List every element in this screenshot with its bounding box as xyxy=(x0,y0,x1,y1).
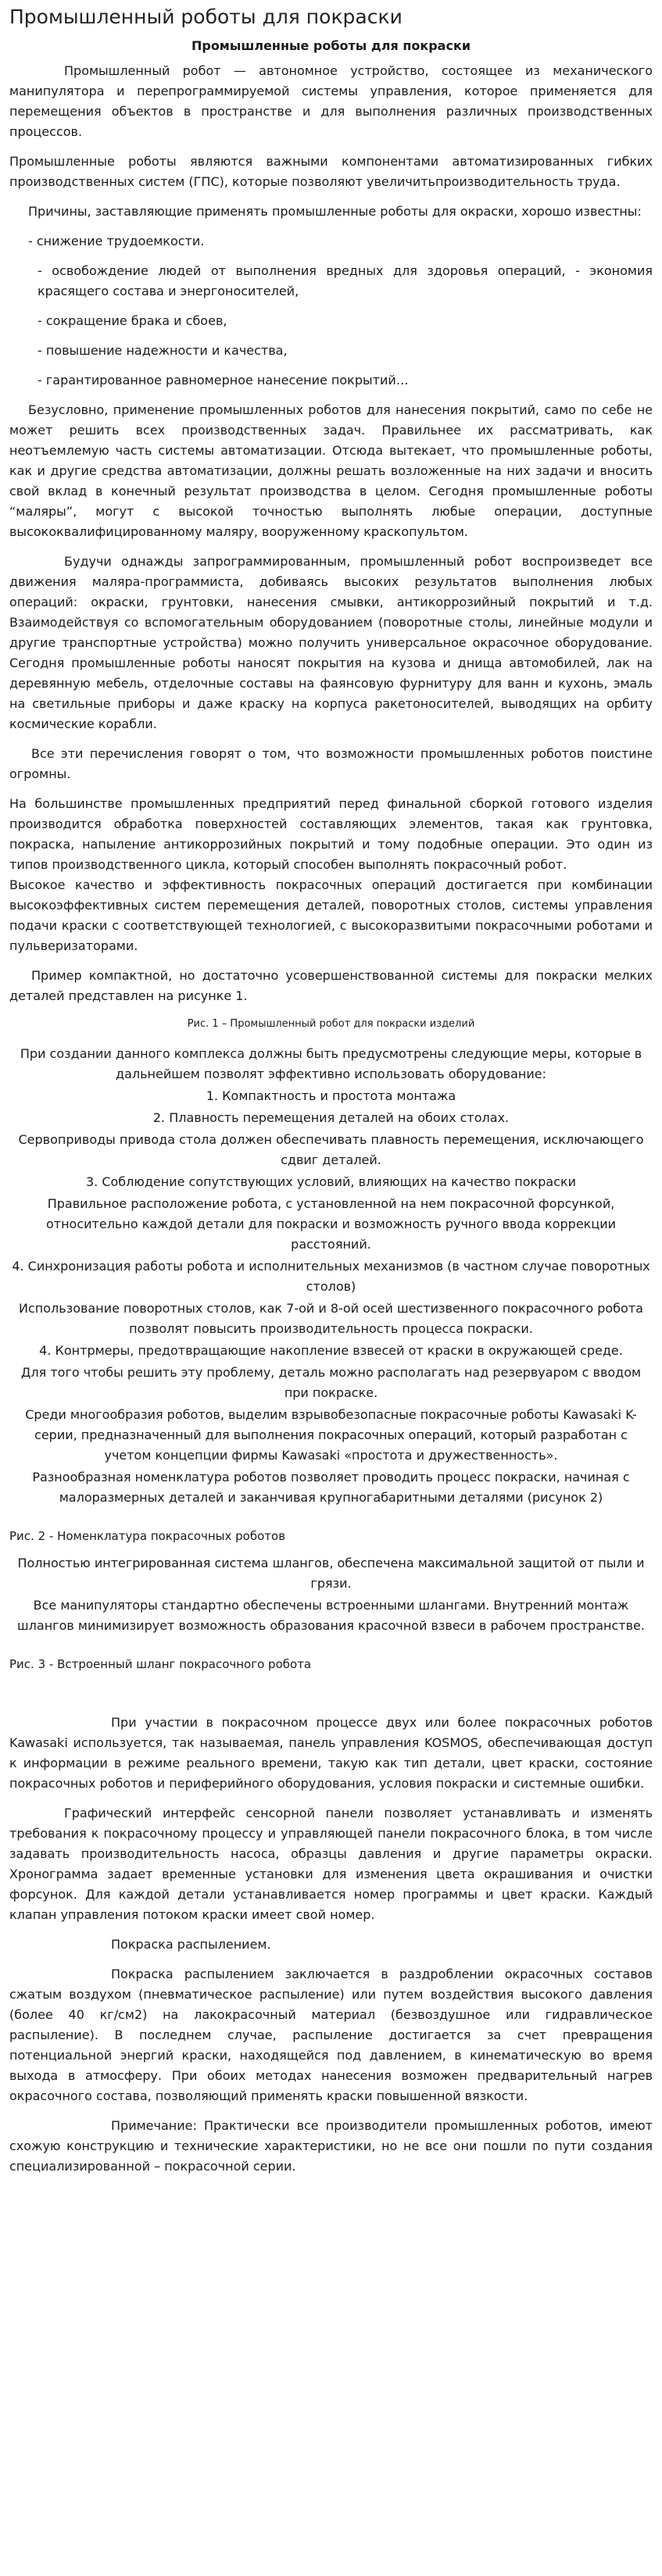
reason-item: - снижение трудоемкости. xyxy=(28,234,205,248)
hose-block xyxy=(9,1553,653,1636)
centered-line: Полностью интегрированная система шлангов, обеспечена максимальной защитой от пыли и грязи. xyxy=(17,1556,645,1591)
body-paragraph: Графический интерфейс сенсорной панели позволяет устанавливать и изменять требования к покрасочному процессу и управляющей панели покрасочного блока, в том числе задавать производительность насоса, образцы давления и другие параметры окраски. Хронограмма задает временные установки для изменения цвета окрашивания и очистки форсунок. Для каждой детали устанавливается номер программы и цвет краски. Каждый клапан управления потоком краски имеет свой номер. xyxy=(9,1806,653,1922)
body-paragraph: Высокое качество и эффективность покрасочных операций достигается при комбинации высокоэффективных систем перемещения деталей, поворотных столов, системы управления подачи краски с соответствующей технологией, с высокоразвитыми покрасочными роботами и пульверизаторами. xyxy=(9,877,653,953)
intro-paragraph: Промышленные роботы являются важными компонентами автоматизированных гибких производственных систем (ГПС), которые позволяют увеличитьпроизводительность труда. xyxy=(9,154,653,189)
centered-line: 4. Синхронизация работы робота и исполнительных механизмов (в частном случае поворотных столов) xyxy=(12,1259,650,1294)
centered-line: Сервоприводы привода стола должен обеспечивать плавность перемещения, исключающего сдвиг деталей. xyxy=(18,1132,644,1167)
figure-2-caption: Рис. 2 - Номенклатура покрасочных роботов xyxy=(9,1529,286,1543)
figure-1-caption: Рис. 1 – Промышленный робот для покраски изделий xyxy=(187,1018,475,1030)
centered-line: Для того чтобы решить эту проблему, деталь можно располагать над резервуаром с вводом при покраске. xyxy=(20,1365,642,1400)
intro-paragraph: Причины, заставляющие применять промышленные роботы для окраски, хорошо известны: xyxy=(28,204,642,219)
centered-line: Разнообразная номенклатура роботов позволяет проводить процесс покраски, начиная с малоразмерных деталей и заканчивая крупногабаритными деталями (рисунок 2) xyxy=(32,1470,630,1505)
centered-line: 1. Компактность и простота монтажа xyxy=(206,1088,456,1103)
centered-line: 4. Контрмеры, предотвращающие накопление взвесей от краски в окружающей среде. xyxy=(39,1343,623,1358)
centered-line: 3. Соблюдение сопутствующих условий, влияющих на качество покраски xyxy=(85,1174,577,1189)
note-paragraph: Примечание: Практически все производители промышленных роботов, имеют схожую конструкцию и технические характеристики, но не все они пошли по пути создания специализированной – покрасочной серии. xyxy=(9,2118,653,2174)
reason-item: - сокращение брака и сбоев, xyxy=(38,313,227,328)
requirements-block xyxy=(9,1044,653,1508)
body-paragraph: При участии в покрасочном процессе двух или более покрасочных роботов Kawasaki используется, так называемая, панель управления KOSMOS, обеспечивающая доступ к информации в режиме реального времени, такую как тип детали, цвет краски, состояние покрасочных роботов и периферийного оборудования, условия покраски и системные ошибки. xyxy=(9,1715,653,1791)
body-paragraph: Покраска распылением заключается в раздроблении окрасочных составов сжатым воздухом (пневматическое распыление) или путем воздействия высокого давления (более 40 кг/см2) на лакокрасочный материал (безвоздушное или гидравлическое распыление). В последнем случае, распыление достигается за счет превращения потенциальной энергий краски, находящейся под давлением, в кинематическую во время выхода в атмосферу. При обоих методах нанесения возможен предварительный нагрев окрасочного состава, позволяющий применять краски повышенной вязкости. xyxy=(9,1967,653,2103)
centered-line: Правильное расположение робота, с установленной на нем покрасочной форсункой, относительно каждой детали для покраски и возможность ручного ввода коррекции расстояний. xyxy=(45,1196,617,1252)
body-paragraph: Будучи однажды запрограммированным, промышленный робот воспроизведет все движения маляра-программиста, добиваясь высоких результатов выполнения любых операций: окраски, грунтовки, нанесения смывки, антикоррозийный покрытий и т.д. Взаимодействуя со вспомогательным оборудованием (поворотные столы, линейные модули и другие транспортные устройства) можно получить универсальное окрасочное оборудование. Сегодня промышленные роботы наносят покрытия на кузова и днища автомобилей, лак на деревянную мебель, отделочные составы на фаянсовую фурнитуру для ванн и кухонь, эмаль на светильные приборы и даже краску на корпуса ракетоносителей, выводящих на орбиту космические корабли. xyxy=(9,554,653,731)
section-heading: Покраска распылением. xyxy=(111,1937,271,1952)
body-paragraph: Все эти перечисления говорят о том, что возможности промышленных роботов поистине огромны. xyxy=(9,746,653,781)
page-title: Промышленный роботы для покраски xyxy=(9,5,403,28)
body-paragraph: Пример компактной, но достаточно усовершенствованной системы для покраски мелких деталей представлен на рисунке 1. xyxy=(9,968,653,1003)
figure-3-caption: Рис. 3 - Встроенный шланг покрасочного робота xyxy=(9,1657,312,1671)
centered-line: Использование поворотных столов, как 7-ой и 8-ой осей шестизвенного покрасочного робота позволят повысить производительность процесса покраски. xyxy=(19,1301,643,1336)
reason-item: - повышение надежности и качества, xyxy=(38,343,288,358)
reason-item: - гарантированное равномерное нанесение покрытий… xyxy=(38,373,409,388)
reason-item: - освобождение людей от выполнения вредных для здоровья операций, - экономия красящего состава и энергоносителей, xyxy=(38,263,653,298)
centered-line: 2. Плавность перемещения деталей на обоих столах. xyxy=(152,1110,510,1125)
body-paragraph: Безусловно, применение промышленных роботов для нанесения покрытий, само по себе не может решить всех производственных задач. Правильнее их рассматривать, как неотъемлемую часть системы автоматизации. Отсюда вытекает, что промышленные роботы, как и другие средства автоматизации, должны решать возложенные на них задачи и вносить свой вклад в конечный результат производства в целом. Сегодня промышленные роботы “маляры”, могут с высокой точностью выполнять любые операции, доступные высококвалифицированному маляру, вооруженному краскопультом. xyxy=(9,402,653,539)
centered-line: При создании данного комплекса должны быть предусмотрены следующие меры, которые в дальнейшем позволят эффективно использовать оборудование: xyxy=(20,1046,642,1081)
body-paragraph: На большинстве промышленных предприятий перед финальной сборкой готового изделия производится обработка поверхностей составляющих элементов, такая как грунтовка, покраска, напыление антикоррозийных покрытий и тому подобные операции. Это один из типов производственного цикла, который способен выполнять покрасочный робот. xyxy=(9,796,653,872)
centered-line: Среди многообразия роботов, выделим взрывобезопасные покрасочные роботы Kawasaki K-серии, предназначенный для выполнения покрасочных операций, который разработан с учетом концепции фирмы Kawasaki «простота и дружественность». xyxy=(25,1407,637,1463)
intro-paragraph: Промышленный робот — автономное устройство, состоящее из механического манипулятора и перепрограммируемой системы управления, которое применяется для перемещения объектов в пространстве и для выполнения различных производственных процессов. xyxy=(9,63,653,139)
figure-3-space xyxy=(9,1681,653,1713)
centered-line: Все манипуляторы стандартно обеспечены встроенными шлангами. Внутренний монтаж шлангов минимизирует возможность образования красочной взвеси в рабочем пространстве. xyxy=(17,1598,645,1633)
article-subtitle: Промышленные роботы для покраски xyxy=(191,38,471,53)
